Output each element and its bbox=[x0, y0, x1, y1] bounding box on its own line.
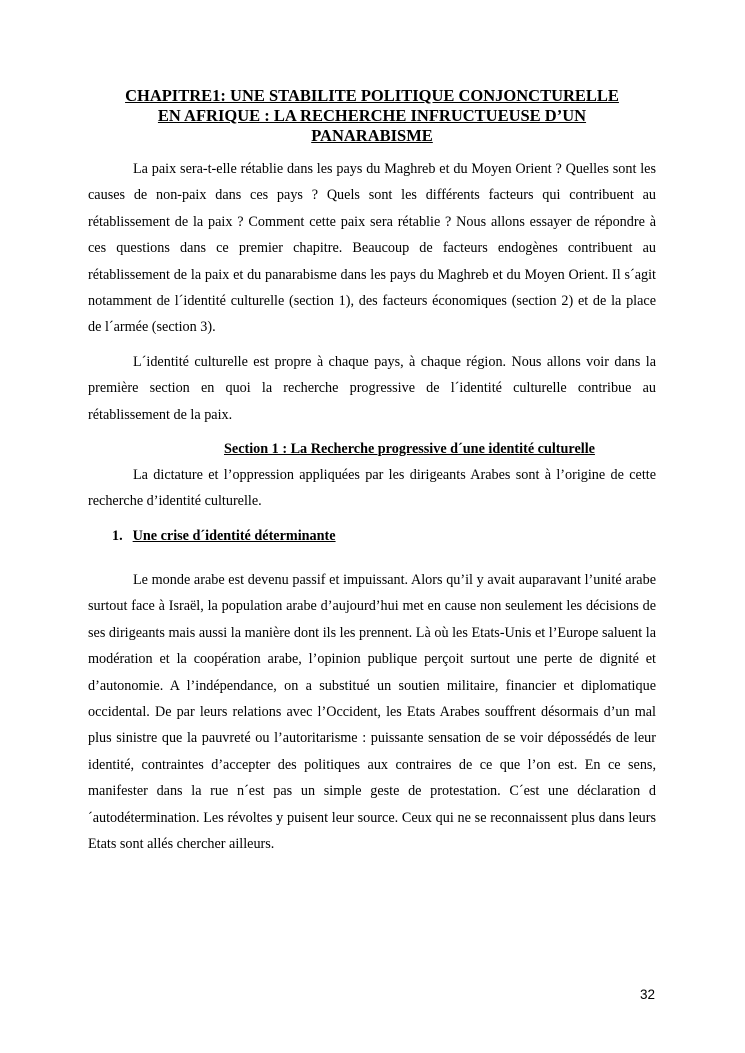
document-page bbox=[88, 86, 656, 857]
identity-paragraph: L´identité culturelle est propre à chaque pays, à chaque région. Nous allons voir dans la première section en quoi la recherche progressive de l´identité culturelle contribue au rétablissement de la paix. bbox=[88, 353, 656, 423]
subsection-number: 1. bbox=[112, 527, 123, 544]
intro-paragraph: La paix sera-t-elle rétablie dans les pays du Maghreb et du Moyen Orient ? Quelles sont les causes de non-paix dans ces pays ? Quels sont les différents facteurs qui contribuent au rétablissement de la paix ? Comment cette paix sera rétablie ? Nous allons essayer de répondre à ces questions dans ce premier chapitre. Beaucoup de facteurs endogènes contribuent au rétablissement de la paix et du panarabisme dans les pays du Maghreb et du Moyen Orient. Il s´agit notamment de l´identité culturelle (section 1), des facteurs économiques (section 2) et de la place de l´armée (section 3). bbox=[88, 161, 656, 336]
chapter-title bbox=[88, 86, 656, 146]
subsection-title: Une crise d´identité déterminante bbox=[132, 527, 336, 544]
chapter-title-line-1: CHAPITRE1: UNE STABILITE POLITIQUE CONJONCTURELLE bbox=[125, 86, 619, 105]
dictature-paragraph: La dictature et l’oppression appliquées par les dirigeants Arabes sont à l’origine de cette recherche d’identité culturelle. bbox=[88, 467, 656, 510]
monde-arabe-paragraph: Le monde arabe est devenu passif et impuissant. Alors qu’il y avait auparavant l’unité arabe surtout face à Israël, la population arabe d’aujourd’hui met en cause non seulement les décisions de ses dirigeants mais aussi la manière dont ils les prennent. Là où les Etats-Unis et l’Europe saluent la modération et la coopération arabe, l’opinion publique perçoit surtout une perte de dignité et d’autonomie. A l’indépendance, on a substitué un soutien militaire, financier et diplomatique occidental. De par leurs relations avec l’Occident, les Etats Arabes souffrent désormais d’un mal plus sinistre que la pauvreté ou l’autoritarisme : puissante sensation de se voir dépossédés de leur identité, contraintes d’accepter des politiques aux contraires de ce que l’on est. En ce sens, manifester dans la rue n´est pas un simple geste de protestation. C´est une déclaration d´autodétermination. Les révoltes y puisent leur source. Ceux qui ne se reconnaissent plus dans leurs Etats sont allés chercher ailleurs. bbox=[88, 571, 656, 852]
subsection-1-heading bbox=[88, 523, 656, 549]
section-1-heading: Section 1 : La Recherche progressive d´une identité culturelle bbox=[224, 441, 595, 458]
chapter-title-line-3: PANARABISME bbox=[311, 126, 433, 145]
chapter-title-line-2: EN AFRIQUE : LA RECHERCHE INFRUCTUEUSE D’UN bbox=[157, 106, 587, 125]
page-number: 32 bbox=[639, 987, 655, 1002]
